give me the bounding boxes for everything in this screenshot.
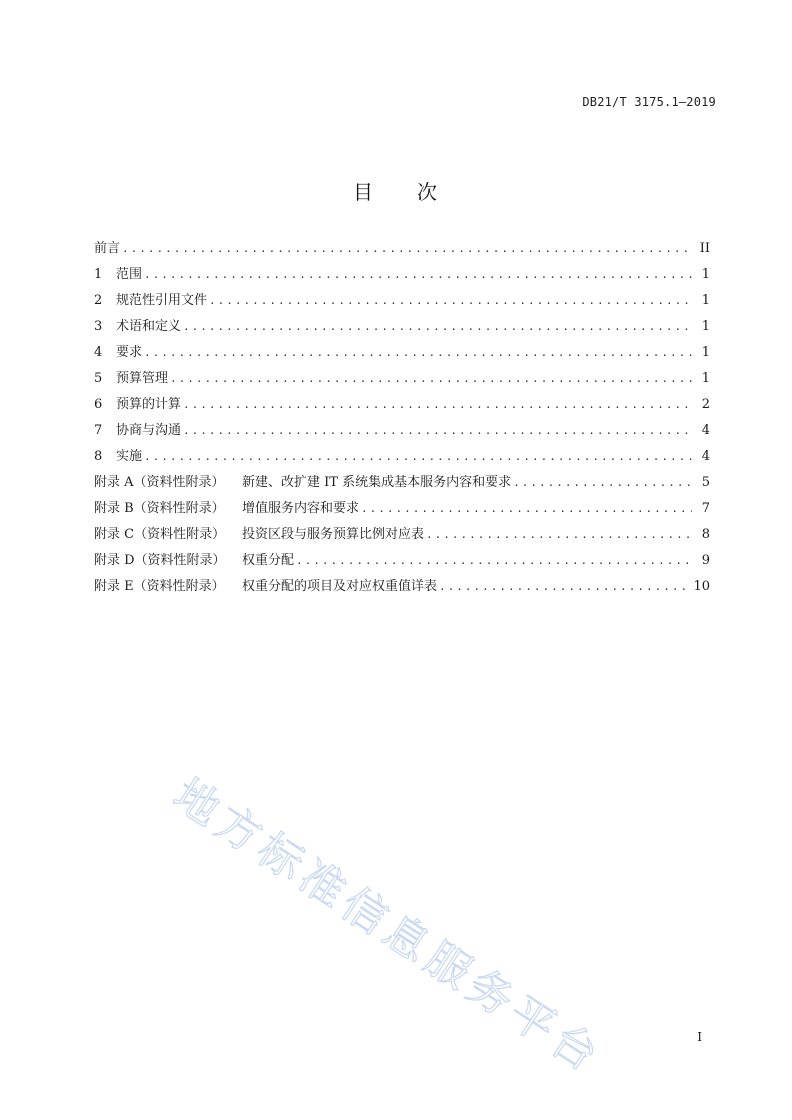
toc-leader-dots	[170, 366, 692, 392]
toc-annex-designation: 附录 E（资料性附录）	[94, 579, 225, 594]
toc-leader-dots	[183, 392, 692, 418]
table-of-contents	[94, 236, 710, 600]
toc-leader-dots	[439, 574, 689, 600]
toc-entry-label: 前言	[94, 241, 121, 256]
toc-entry-label: 实施	[116, 449, 143, 464]
toc-entry-number: 2	[94, 293, 103, 308]
title-part-1: 目	[353, 180, 375, 204]
toc-entry-label: 权重分配的项目及对应权重值详表	[242, 579, 438, 594]
toc-entry-label: 术语和定义	[116, 319, 182, 334]
toc-entry-number: 8	[94, 449, 103, 464]
toc-annex-designation: 附录 B（资料性附录）	[94, 501, 225, 516]
toc-entry-number: 3	[94, 319, 103, 334]
watermark: 地方标准信息服务平台	[164, 769, 612, 1085]
toc-entry-label: 要求	[116, 345, 143, 360]
toc-entry-8[interactable]	[94, 444, 710, 470]
toc-entry-6[interactable]	[94, 392, 710, 418]
toc-entry-page: 4	[701, 423, 710, 438]
toc-entry-number: 6	[94, 397, 103, 412]
toc-leader-dots	[513, 470, 692, 496]
toc-annex-a[interactable]	[94, 470, 710, 496]
toc-entry-page: 1	[701, 267, 710, 282]
toc-entry-page: 1	[701, 345, 710, 360]
toc-entry-number: 4	[94, 345, 103, 360]
toc-annex-designation: 附录 A（资料性附录）	[94, 475, 225, 490]
toc-leader-dots	[183, 418, 692, 444]
toc-leader-dots	[426, 522, 692, 548]
toc-leader-dots	[144, 340, 692, 366]
toc-annex-b[interactable]	[94, 496, 710, 522]
toc-entry-foreword[interactable]	[94, 236, 710, 262]
toc-entry-number: 1	[94, 267, 103, 282]
toc-entry-3[interactable]	[94, 314, 710, 340]
toc-annex-designation: 附录 C（资料性附录）	[94, 527, 226, 542]
toc-entry-4[interactable]	[94, 340, 710, 366]
toc-entry-label: 预算的计算	[116, 397, 182, 412]
toc-leader-dots	[144, 444, 692, 470]
toc-entry-label: 增值服务内容和要求	[242, 501, 360, 516]
title-part-2: 次	[417, 180, 439, 204]
toc-entry-label: 规范性引用文件	[116, 293, 208, 308]
toc-annex-designation: 附录 D（资料性附录）	[94, 553, 226, 568]
toc-leader-dots	[209, 288, 692, 314]
toc-entry-7[interactable]	[94, 418, 710, 444]
toc-entry-page: 2	[701, 397, 710, 412]
document-code: DB21/T 3175.1—2019	[582, 95, 716, 109]
toc-entry-number: 5	[94, 371, 103, 386]
toc-entry-5[interactable]	[94, 366, 710, 392]
toc-entry-page: II	[699, 241, 710, 256]
page-title	[0, 176, 792, 205]
toc-leader-dots	[122, 236, 692, 262]
toc-entry-label: 新建、改扩建 IT 系统集成基本服务内容和要求	[242, 475, 512, 490]
toc-entry-label: 预算管理	[116, 371, 169, 386]
toc-annex-c[interactable]	[94, 522, 710, 548]
toc-entry-page: 4	[701, 449, 710, 464]
toc-entry-page: 5	[701, 475, 710, 490]
toc-entry-page: 9	[701, 553, 710, 568]
toc-entry-page: 1	[701, 319, 710, 334]
toc-entry-label: 范围	[116, 267, 143, 282]
toc-entry-page: 1	[701, 371, 710, 386]
toc-entry-label: 协商与沟通	[116, 423, 182, 438]
toc-annex-e[interactable]	[94, 574, 710, 600]
toc-leader-dots	[361, 496, 692, 522]
page-number: I	[697, 1030, 702, 1044]
toc-entry-page: 8	[701, 527, 710, 542]
toc-entry-2[interactable]	[94, 288, 710, 314]
toc-entry-label: 投资区段与服务预算比例对应表	[242, 527, 425, 542]
toc-annex-d[interactable]	[94, 548, 710, 574]
toc-entry-page: 10	[693, 579, 710, 594]
toc-leader-dots	[296, 548, 692, 574]
toc-entry-page: 1	[701, 293, 710, 308]
toc-leader-dots	[144, 262, 692, 288]
toc-entry-number: 7	[94, 423, 103, 438]
toc-entry-page: 7	[701, 501, 710, 516]
toc-entry-1[interactable]	[94, 262, 710, 288]
toc-entry-label: 权重分配	[242, 553, 295, 568]
toc-leader-dots	[183, 314, 692, 340]
